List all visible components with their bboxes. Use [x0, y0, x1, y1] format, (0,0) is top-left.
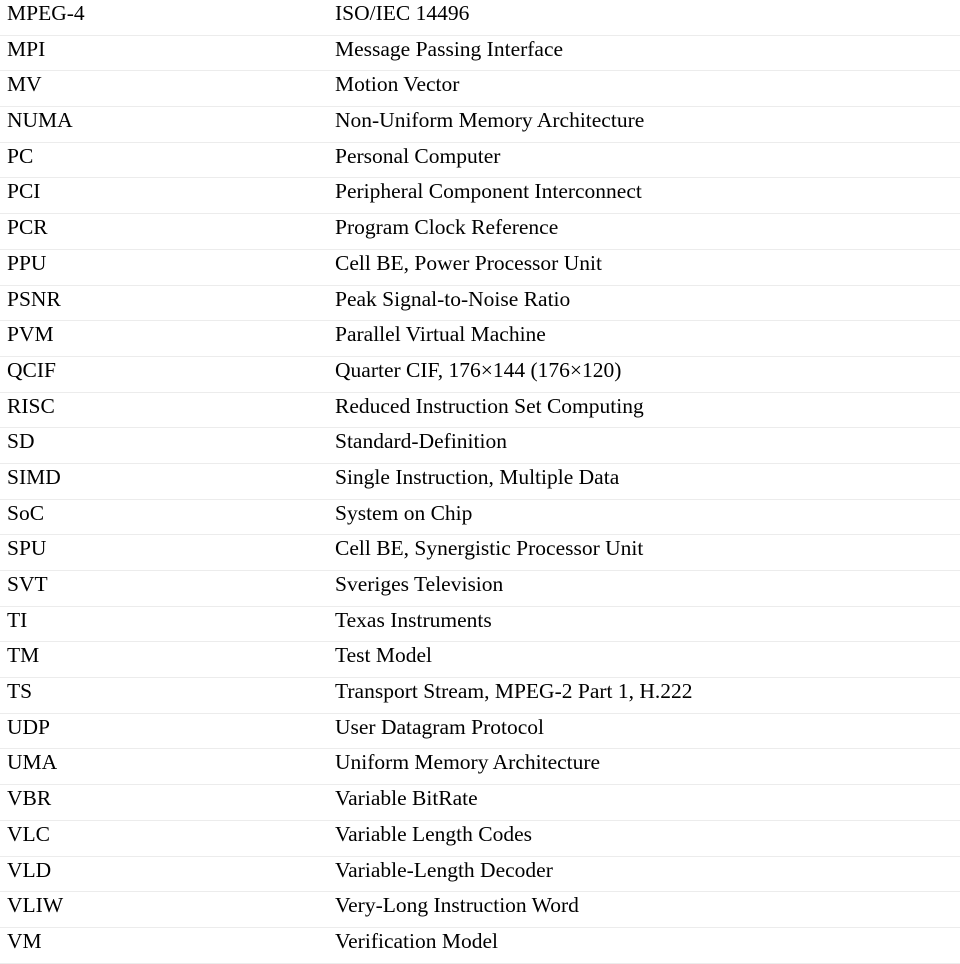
- abbreviation-row: [0, 535, 960, 571]
- abbreviation-row: [0, 214, 960, 250]
- abbreviation-term: SVT: [7, 572, 48, 596]
- abbreviation-row: [0, 892, 960, 928]
- abbreviation-term: RISC: [7, 393, 55, 418]
- abbreviation-definition: Peak Signal-to-Noise Ratio: [335, 286, 571, 311]
- abbreviation-row: [0, 36, 960, 72]
- abbreviation-term: PCR: [7, 215, 48, 240]
- abbreviation-term: SoC: [7, 500, 45, 525]
- abbreviation-row: [0, 928, 960, 964]
- abbreviation-term: SD: [7, 429, 35, 454]
- abbreviation-term: PVM: [7, 322, 54, 347]
- abbreviation-row: [0, 71, 960, 107]
- abbreviation-definition: Variable BitRate: [335, 786, 478, 811]
- abbreviation-term: PPU: [7, 250, 47, 275]
- abbreviation-definition: Non-Uniform Memory Architecture: [335, 108, 645, 133]
- abbreviation-row: [0, 357, 960, 393]
- abbreviation-definition: Standard-Definition: [335, 429, 507, 454]
- abbreviation-row: [0, 0, 960, 36]
- abbreviation-row: [0, 178, 960, 214]
- abbreviation-row: [0, 857, 960, 893]
- abbreviation-term: VM: [7, 928, 42, 953]
- abbreviation-definition: Very-Long Instruction Word: [335, 893, 579, 918]
- abbreviation-term: PC: [7, 143, 34, 168]
- abbreviation-term: SIMD: [7, 464, 61, 489]
- abbreviation-definition: Quarter CIF, 176×144 (176×120): [335, 357, 622, 382]
- abbreviation-term: VLC: [7, 821, 50, 846]
- abbreviation-term: TS: [7, 679, 33, 704]
- abbreviation-term: MPI: [7, 36, 46, 61]
- abbreviation-row: [0, 714, 960, 750]
- abbreviation-row: [0, 642, 960, 678]
- abbreviation-definition: Sveriges Television: [335, 572, 504, 596]
- abbreviation-definition: Variable-Length Decoder: [335, 857, 553, 882]
- abbreviation-term: NUMA: [7, 108, 73, 133]
- abbreviation-term: UDP: [7, 714, 51, 739]
- abbreviation-term: MV: [7, 72, 42, 97]
- abbreviation-term: UMA: [7, 750, 58, 775]
- abbreviation-definition: User Datagram Protocol: [335, 714, 544, 739]
- abbreviation-row: [0, 678, 960, 714]
- abbreviation-definition: Texas Instruments: [335, 607, 492, 632]
- abbreviation-definition: Peripheral Component Interconnect: [335, 179, 642, 204]
- abbreviation-term: QCIF: [7, 357, 56, 382]
- abbreviation-term: VLIW: [7, 893, 64, 918]
- abbreviation-term: TM: [7, 643, 40, 668]
- abbreviation-term: MPEG-4: [7, 1, 85, 25]
- abbreviation-row: [0, 321, 960, 357]
- abbreviation-definition: Single Instruction, Multiple Data: [335, 464, 620, 489]
- abbreviation-definition: Personal Computer: [335, 143, 501, 168]
- abbreviation-term: TI: [7, 607, 28, 632]
- abbreviation-definition: Cell BE, Synergistic Processor Unit: [335, 536, 644, 561]
- abbreviation-definition: Motion Vector: [335, 72, 460, 97]
- abbreviation-row: [0, 607, 960, 643]
- abbreviation-definition: System on Chip: [335, 500, 473, 525]
- abbreviation-term: SPU: [7, 536, 47, 561]
- abbreviation-row: [0, 571, 960, 607]
- abbreviation-row: [0, 286, 960, 322]
- abbreviation-row: [0, 107, 960, 143]
- abbreviation-definition: Uniform Memory Architecture: [335, 750, 601, 775]
- abbreviation-row: [0, 500, 960, 536]
- abbreviation-definition: Reduced Instruction Set Computing: [335, 393, 644, 418]
- abbreviation-row: [0, 749, 960, 785]
- abbreviation-row: [0, 821, 960, 857]
- abbreviation-term: VBR: [7, 786, 52, 811]
- abbreviation-term: PCI: [7, 179, 41, 204]
- abbreviation-row: [0, 428, 960, 464]
- abbreviation-definition: Program Clock Reference: [335, 215, 559, 240]
- abbreviation-definition: Message Passing Interface: [335, 36, 564, 61]
- abbreviation-row: [0, 785, 960, 821]
- abbreviation-row: [0, 464, 960, 500]
- abbreviation-definition: Verification Model: [335, 928, 498, 953]
- abbreviation-definition: ISO/IEC 14496: [335, 1, 470, 25]
- abbreviation-definition: Variable Length Codes: [335, 821, 533, 846]
- abbreviation-row: [0, 393, 960, 429]
- abbreviation-term: PSNR: [7, 286, 61, 311]
- abbreviation-term: VLD: [7, 857, 52, 882]
- abbreviation-row: [0, 143, 960, 179]
- abbreviation-row: [0, 250, 960, 286]
- abbreviation-definition: Parallel Virtual Machine: [335, 322, 546, 347]
- abbreviation-definition: Cell BE, Power Processor Unit: [335, 250, 602, 275]
- abbreviation-definition: Transport Stream, MPEG-2 Part 1, H.222: [335, 679, 693, 704]
- abbreviation-definition: Test Model: [335, 643, 433, 668]
